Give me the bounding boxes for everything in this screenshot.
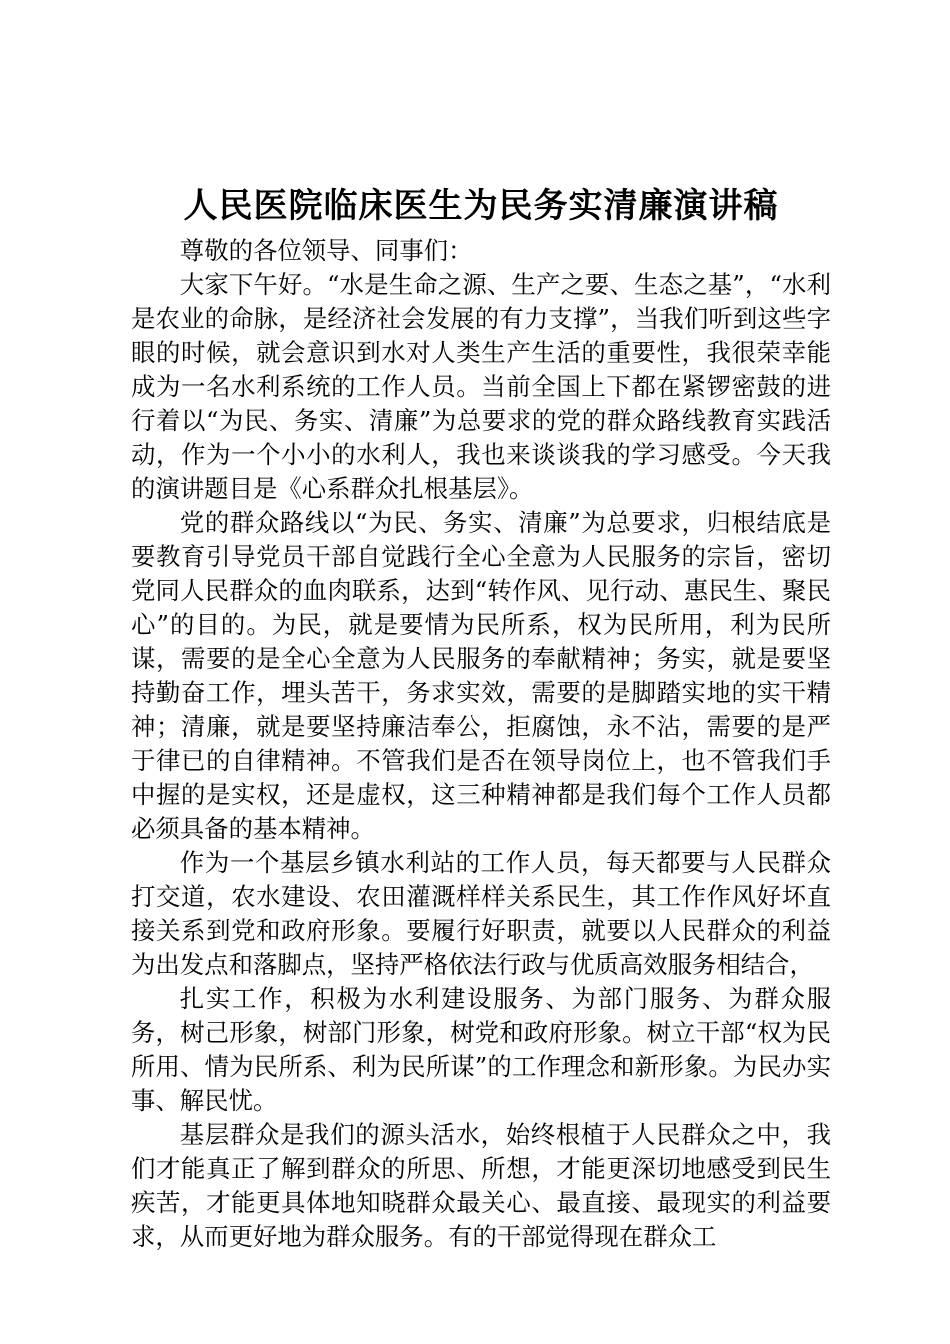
document-page (131, 180, 831, 1254)
salutation: 尊敬的各位领导、同事们： (179, 236, 473, 265)
document-title: 人民医院临床医生为民务实清廉演讲稿 (183, 186, 779, 226)
paragraph-4: 扎实工作，积极为水利建设服务、为部门服务、为群众服务，树己形象，树部门形象，树党和政府形象。树立干部“权为民所用、情为民所系、利为民所谋”的工作理念和新形象。为民办实事、解民忧。 (131, 984, 831, 1115)
paragraph-5: 基层群众是我们的源头活水，始终根植于人民群众之中，我们才能真正了解到群众的所思、所想，才能更深切地感受到民生疾苦，才能更具体地知晓群众最关心、最直接、最现实的利益要求，从而更好地为群众服务。有的干部觉得现在群众工 (131, 1120, 831, 1251)
paragraph-2: 党的群众路线以“为民、务实、清廉”为总要求，归根结底是要教育引导党员干部自觉践行全心全意为人民服务的宗旨，密切党同人民群众的血肉联系，达到“转作风、见行动、惠民生、聚民心”的目的。为民，就是要情为民所系，权为民所用，利为民所谋，需要的是全心全意为人民服务的奉献精神；务实，就是要坚持勤奋工作，埋头苦干，务求实效，需要的是脚踏实地的实干精神；清廉，就是要坚持廉洁奉公，拒腐蚀，永不沾，需要的是严于律已的自律精神。不管我们是否在领导岗位上，也不管我们手中握的是实权，还是虚权，这三种精神都是我们每个工作人员都必须具备的基本精神。 (131, 508, 831, 843)
paragraph-3: 作为一个基层乡镇水利站的工作人员，每天都要与人民群众打交道，农水建设、农田灌溉样样关系民生，其工作作风好坏直接关系到党和政府形象。要履行好职责，就要以人民群众的利益为出发点和落脚点，坚持严格依法行政与优质高效服务相结合， (131, 848, 831, 979)
paragraph-1: 大家下午好。“水是生命之源、生产之要、生态之基”，“水利是农业的命脉，是经济社会发展的有力支撑”，当我们听到这些字眼的时候，就会意识到水对人类生产生活的重要性，我很荣幸能成为一名水利系统的工作人员。当前全国上下都在紧锣密鼓的进行着以“为民、务实、清廉”为总要求的党的群众路线教育实践活动，作为一个小小的水利人，我也来谈谈我的学习感受。今天我的演讲题目是《心系群众扎根基层》。 (131, 270, 831, 503)
